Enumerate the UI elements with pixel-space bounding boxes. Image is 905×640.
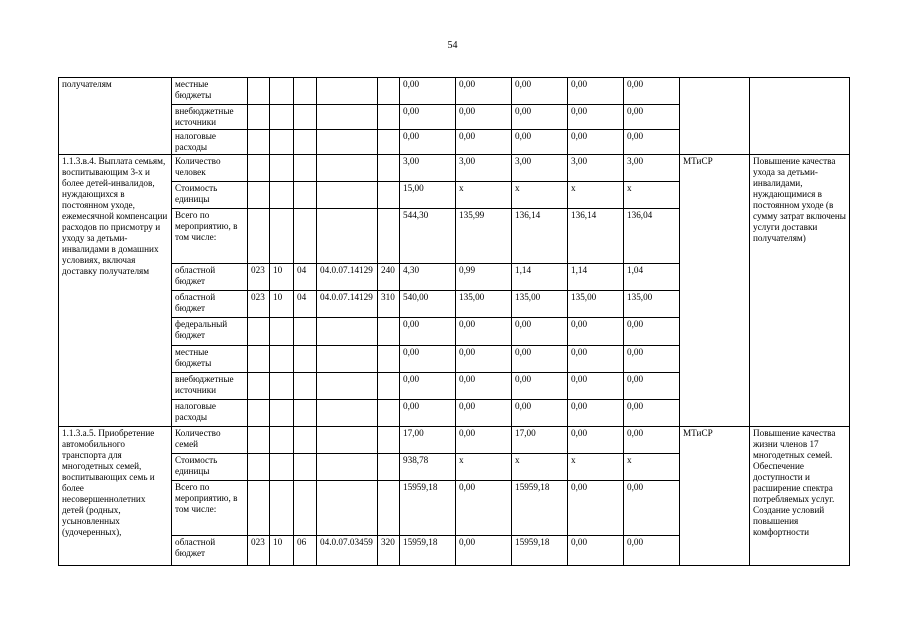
- grbs-code: 023: [248, 264, 270, 291]
- year-value-4: 0,00: [624, 318, 680, 346]
- csr-code: 04.0.07.14129: [317, 264, 378, 291]
- expected-result: Повышение качества жизни членов 17 многодетных семей. Обеспечение доступности и расширение спектра потребляемых услуг. Создание условий повышения комфортности: [750, 427, 850, 566]
- expected-result: Повышение качества ухода за детьми-инвалидами, нуждающимися в постоянном уходе (в сумму затрат включены услуги доставки получателям): [750, 155, 850, 427]
- year-value-3: 0,00: [568, 427, 624, 454]
- measure-title: получателям: [59, 78, 172, 155]
- year-value-1: 0,00: [456, 400, 512, 427]
- year-value-3: 0,00: [568, 78, 624, 105]
- executor: МТиСР: [680, 155, 750, 427]
- rz-code: [270, 427, 294, 454]
- grbs-code: [248, 105, 270, 130]
- vr-code: 310: [378, 291, 400, 318]
- pr-code: 06: [294, 536, 317, 566]
- year-value-2: 0,00: [512, 318, 568, 346]
- rz-code: [270, 105, 294, 130]
- pr-code: [294, 454, 317, 481]
- vr-code: 320: [378, 536, 400, 566]
- rz-code: [270, 155, 294, 182]
- grbs-code: [248, 346, 270, 373]
- year-value-1: х: [456, 182, 512, 209]
- pr-code: [294, 209, 317, 264]
- year-value-4: х: [624, 454, 680, 481]
- measure-title: 1.1.3.в.4. Выплата семьям, воспитывающим 3-х и более детей-инвалидов, нуждающихся в постоянном уходе, ежемесячной компенсации расходов по присмотру и уходу за детьми-инвалидами в домашних условиях, включая доставку получателям: [59, 155, 172, 427]
- page-number: 54: [447, 40, 458, 51]
- year-value-2: х: [512, 454, 568, 481]
- year-value-4: 0,00: [624, 78, 680, 105]
- year-value-1: х: [456, 454, 512, 481]
- vr-code: [378, 130, 400, 155]
- pr-code: 04: [294, 291, 317, 318]
- rz-code: [270, 78, 294, 105]
- year-value-1: 0,00: [456, 105, 512, 130]
- year-value-1: 3,00: [456, 155, 512, 182]
- funding-source-label: налоговые расходы: [172, 130, 248, 155]
- total-value: 540,00: [400, 291, 456, 318]
- vr-code: [378, 105, 400, 130]
- rz-code: [270, 454, 294, 481]
- year-value-2: 1,14: [512, 264, 568, 291]
- year-value-2: 17,00: [512, 427, 568, 454]
- year-value-2: 0,00: [512, 78, 568, 105]
- year-value-4: 0,00: [624, 346, 680, 373]
- csr-code: [317, 78, 378, 105]
- table-row: [59, 78, 850, 105]
- year-value-2: 3,00: [512, 155, 568, 182]
- total-value: 938,78: [400, 454, 456, 481]
- csr-code: [317, 454, 378, 481]
- year-value-2: 0,00: [512, 400, 568, 427]
- rz-code: [270, 346, 294, 373]
- year-value-3: 1,14: [568, 264, 624, 291]
- funding-source-label: налоговые расходы: [172, 400, 248, 427]
- year-value-3: 3,00: [568, 155, 624, 182]
- grbs-code: 023: [248, 536, 270, 566]
- year-value-3: 135,00: [568, 291, 624, 318]
- year-value-1: 0,00: [456, 78, 512, 105]
- vr-code: [378, 182, 400, 209]
- year-value-2: 15959,18: [512, 536, 568, 566]
- total-value: 0,00: [400, 400, 456, 427]
- year-value-3: 0,00: [568, 346, 624, 373]
- rz-code: [270, 209, 294, 264]
- budget-table-body: [59, 78, 850, 566]
- grbs-code: [248, 427, 270, 454]
- grbs-code: [248, 130, 270, 155]
- vr-code: [378, 373, 400, 400]
- pr-code: [294, 78, 317, 105]
- total-value: 15959,18: [400, 481, 456, 536]
- funding-source-label: внебюджетные источники: [172, 373, 248, 400]
- year-value-2: 0,00: [512, 130, 568, 155]
- csr-code: [317, 373, 378, 400]
- rz-code: [270, 130, 294, 155]
- pr-code: [294, 400, 317, 427]
- grbs-code: [248, 182, 270, 209]
- total-value: 15,00: [400, 182, 456, 209]
- year-value-3: 0,00: [568, 318, 624, 346]
- rz-code: [270, 481, 294, 536]
- rz-code: [270, 373, 294, 400]
- grbs-code: 023: [248, 291, 270, 318]
- funding-source-label: Количество человек: [172, 155, 248, 182]
- total-value: 0,00: [400, 105, 456, 130]
- measure-title: 1.1.3.а.5. Приобретение автомобильного транспорта для многодетных семей, воспитывающих семь и более несовершеннолетних детей (родных, усыновленных (удочеренных),: [59, 427, 172, 566]
- csr-code: 04.0.07.03459: [317, 536, 378, 566]
- executor: [680, 78, 750, 155]
- vr-code: [378, 209, 400, 264]
- year-value-4: 135,00: [624, 291, 680, 318]
- rz-code: [270, 182, 294, 209]
- total-value: 4,30: [400, 264, 456, 291]
- year-value-4: 1,04: [624, 264, 680, 291]
- rz-code: [270, 318, 294, 346]
- funding-source-label: областной бюджет: [172, 291, 248, 318]
- pr-code: [294, 481, 317, 536]
- grbs-code: [248, 78, 270, 105]
- table-row: [59, 427, 850, 454]
- year-value-3: х: [568, 182, 624, 209]
- vr-code: [378, 346, 400, 373]
- year-value-3: 0,00: [568, 400, 624, 427]
- year-value-1: 0,99: [456, 264, 512, 291]
- year-value-1: 0,00: [456, 536, 512, 566]
- vr-code: [378, 481, 400, 536]
- vr-code: [378, 318, 400, 346]
- pr-code: 04: [294, 264, 317, 291]
- pr-code: [294, 373, 317, 400]
- grbs-code: [248, 155, 270, 182]
- total-value: 3,00: [400, 155, 456, 182]
- grbs-code: [248, 318, 270, 346]
- year-value-1: 135,00: [456, 291, 512, 318]
- year-value-3: 0,00: [568, 536, 624, 566]
- csr-code: [317, 209, 378, 264]
- expected-result: [750, 78, 850, 155]
- funding-source-label: областной бюджет: [172, 264, 248, 291]
- funding-source-label: местные бюджеты: [172, 78, 248, 105]
- year-value-4: х: [624, 182, 680, 209]
- grbs-code: [248, 209, 270, 264]
- total-value: 15959,18: [400, 536, 456, 566]
- year-value-1: 0,00: [456, 427, 512, 454]
- total-value: 17,00: [400, 427, 456, 454]
- year-value-2: 0,00: [512, 346, 568, 373]
- year-value-4: 0,00: [624, 373, 680, 400]
- vr-code: [378, 155, 400, 182]
- rz-code: 10: [270, 291, 294, 318]
- csr-code: [317, 400, 378, 427]
- year-value-2: 135,00: [512, 291, 568, 318]
- year-value-4: 0,00: [624, 130, 680, 155]
- funding-source-label: Всего по мероприятию, в том числе:: [172, 481, 248, 536]
- year-value-1: 135,99: [456, 209, 512, 264]
- year-value-2: х: [512, 182, 568, 209]
- year-value-4: 0,00: [624, 481, 680, 536]
- table-row: [59, 155, 850, 182]
- year-value-1: 0,00: [456, 481, 512, 536]
- total-value: 0,00: [400, 318, 456, 346]
- total-value: 0,00: [400, 346, 456, 373]
- pr-code: [294, 182, 317, 209]
- vr-code: [378, 78, 400, 105]
- total-value: 544,30: [400, 209, 456, 264]
- pr-code: [294, 105, 317, 130]
- year-value-4: 0,00: [624, 400, 680, 427]
- funding-source-label: местные бюджеты: [172, 346, 248, 373]
- year-value-2: 0,00: [512, 105, 568, 130]
- year-value-1: 0,00: [456, 130, 512, 155]
- csr-code: [317, 182, 378, 209]
- year-value-2: 15959,18: [512, 481, 568, 536]
- year-value-3: 0,00: [568, 481, 624, 536]
- grbs-code: [248, 373, 270, 400]
- csr-code: [317, 318, 378, 346]
- budget-table: [58, 77, 850, 566]
- year-value-4: 0,00: [624, 536, 680, 566]
- year-value-3: 0,00: [568, 373, 624, 400]
- grbs-code: [248, 481, 270, 536]
- csr-code: [317, 155, 378, 182]
- csr-code: 04.0.07.14129: [317, 291, 378, 318]
- funding-source-label: Стоимость единицы: [172, 454, 248, 481]
- vr-code: 240: [378, 264, 400, 291]
- year-value-3: 136,14: [568, 209, 624, 264]
- year-value-1: 0,00: [456, 318, 512, 346]
- vr-code: [378, 427, 400, 454]
- year-value-4: 0,00: [624, 105, 680, 130]
- year-value-3: 0,00: [568, 130, 624, 155]
- rz-code: [270, 400, 294, 427]
- funding-source-label: Всего по мероприятию, в том числе:: [172, 209, 248, 264]
- vr-code: [378, 400, 400, 427]
- pr-code: [294, 155, 317, 182]
- year-value-2: 0,00: [512, 373, 568, 400]
- total-value: 0,00: [400, 130, 456, 155]
- funding-source-label: внебюджетные источники: [172, 105, 248, 130]
- rz-code: 10: [270, 264, 294, 291]
- grbs-code: [248, 400, 270, 427]
- year-value-1: 0,00: [456, 373, 512, 400]
- csr-code: [317, 427, 378, 454]
- funding-source-label: федеральный бюджет: [172, 318, 248, 346]
- csr-code: [317, 130, 378, 155]
- rz-code: 10: [270, 536, 294, 566]
- total-value: 0,00: [400, 373, 456, 400]
- funding-source-label: областной бюджет: [172, 536, 248, 566]
- year-value-4: 0,00: [624, 427, 680, 454]
- year-value-1: 0,00: [456, 346, 512, 373]
- year-value-2: 136,14: [512, 209, 568, 264]
- funding-source-label: Количество семей: [172, 427, 248, 454]
- year-value-3: х: [568, 454, 624, 481]
- executor: МТиСР: [680, 427, 750, 566]
- grbs-code: [248, 454, 270, 481]
- pr-code: [294, 318, 317, 346]
- pr-code: [294, 427, 317, 454]
- vr-code: [378, 454, 400, 481]
- year-value-4: 136,04: [624, 209, 680, 264]
- total-value: 0,00: [400, 78, 456, 105]
- pr-code: [294, 130, 317, 155]
- csr-code: [317, 346, 378, 373]
- funding-source-label: Стоимость единицы: [172, 182, 248, 209]
- year-value-4: 3,00: [624, 155, 680, 182]
- csr-code: [317, 481, 378, 536]
- year-value-3: 0,00: [568, 105, 624, 130]
- pr-code: [294, 346, 317, 373]
- csr-code: [317, 105, 378, 130]
